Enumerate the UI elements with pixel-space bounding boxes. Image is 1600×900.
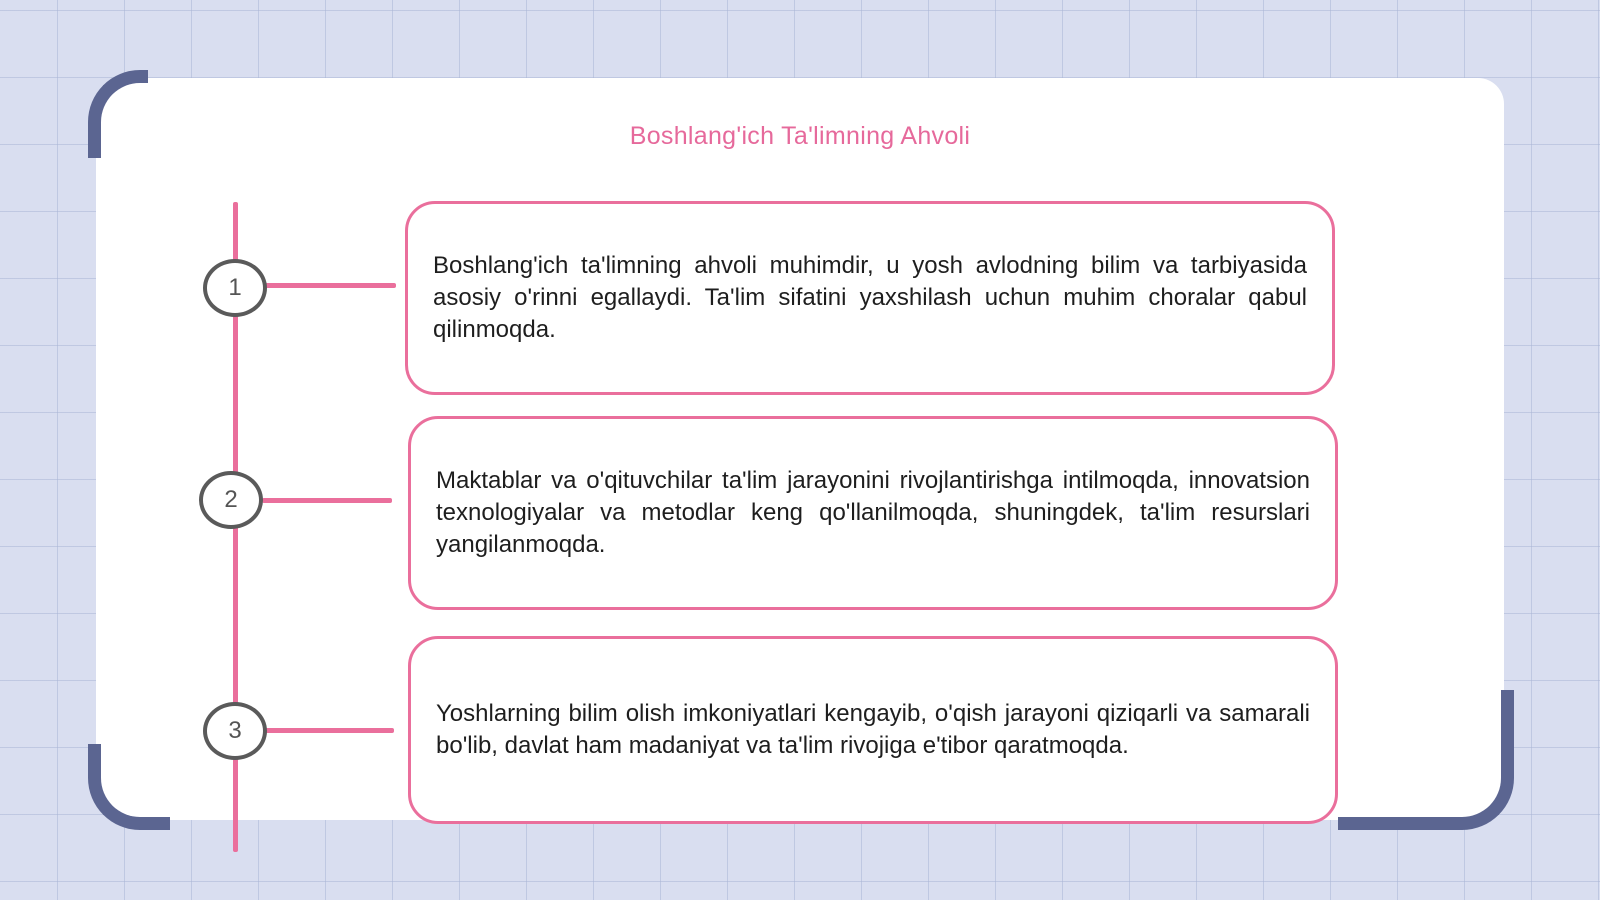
step-number-1: 1 bbox=[203, 259, 267, 317]
slide-title: Boshlang'ich Ta'limning Ahvoli bbox=[629, 122, 971, 150]
text-box-content: Boshlang'ich ta'limning ahvoli muhimdir, u yosh avlodning bilim va tarbiyasida asosiy o'rinni egallaydi. Ta'lim sifatini yaxshilash uchun muhim choralar qabul qilinmoqda. bbox=[433, 252, 1307, 343]
corner-bracket-bottom-left bbox=[88, 744, 170, 830]
text-box-2 bbox=[408, 416, 1338, 610]
timeline-connector-2 bbox=[262, 498, 392, 503]
step-number-3: 3 bbox=[203, 702, 267, 760]
text-box-content: Yoshlarning bilim olish imkoniyatlari kengayib, o'qish jarayoni qiziqarli va samarali bo'lib, davlat ham madaniyat va ta'lim rivojiga e'tibor qaratmoqda. bbox=[436, 700, 1310, 759]
timeline-connector-3 bbox=[264, 728, 394, 733]
text-box-content: Maktablar va o'qituvchilar ta'lim jarayonini rivojlantirishga intilmoqda, innovatsion texnologiyalar va metodlar keng qo'llanilmoqda, shuningdek, ta'lim resurslari yangilanmoqda. bbox=[436, 467, 1310, 558]
text-box-3 bbox=[408, 636, 1338, 824]
step-number-2: 2 bbox=[199, 471, 263, 529]
text-box-1 bbox=[405, 201, 1335, 395]
timeline-connector-1 bbox=[264, 283, 396, 288]
corner-bracket-bottom-right bbox=[1338, 690, 1514, 830]
